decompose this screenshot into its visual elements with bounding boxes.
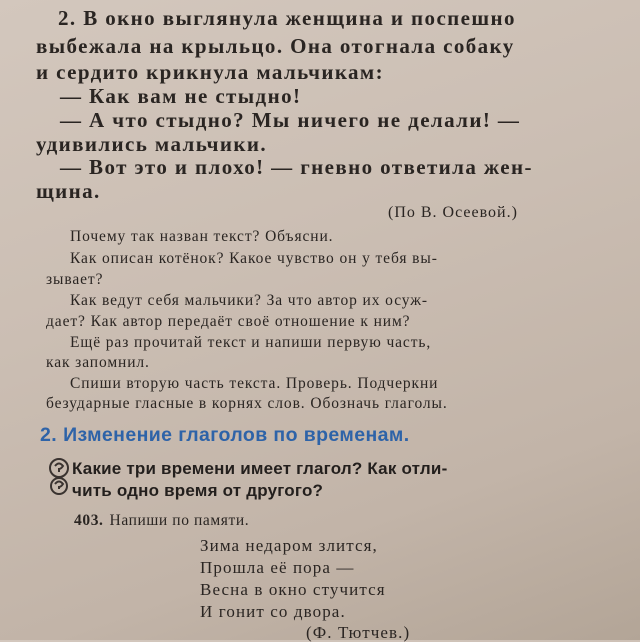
section-number: 2.	[40, 424, 58, 446]
story-line: выбежала на крыльцо. Она отогнала собаку	[36, 34, 515, 58]
section-title: Изменение глаголов по временам.	[63, 424, 410, 446]
question-line: Как описан котёнок? Какое чувство он у тебя вы-	[70, 250, 438, 267]
story-line: удивились мальчики.	[36, 132, 268, 156]
question-line: зывает?	[46, 271, 104, 288]
poem-line: Зима недаром злится,	[200, 536, 378, 555]
exercise-instruction: Напиши по памяти.	[109, 512, 250, 529]
question-line: Спиши вторую часть текста. Проверь. Подчеркни	[70, 375, 439, 392]
key-question-line: чить одно время от другого?	[72, 481, 324, 500]
poem-line: Прошла её пора —	[200, 558, 355, 577]
story-line: — Вот это и плохо! — гневно ответила жен-	[60, 155, 533, 179]
story-line: — Как вам не стыдно!	[60, 84, 302, 108]
question-line: дает? Как автор передаёт своё отношение к ним?	[46, 313, 411, 330]
question-line: Ещё раз прочитай текст и напиши первую часть,	[70, 334, 432, 351]
story-line: и сердито крикнула мальчикам:	[36, 60, 385, 84]
question-badge-icon	[48, 457, 70, 497]
exercise-number: 403.	[74, 512, 104, 529]
question-line: безударные гласные в корнях слов. Обозначь глаголы.	[46, 395, 448, 412]
poem-author: (Ф. Тютчев.)	[306, 623, 411, 642]
exercise	[74, 513, 249, 529]
poem-line: И гонит со двора.	[200, 602, 346, 621]
question-line: Почему так назван текст? Объясни.	[70, 228, 334, 245]
story-line: щина.	[36, 179, 101, 203]
section-heading	[40, 426, 410, 446]
story-line: — А что стыдно? Мы ничего не делали! —	[60, 108, 521, 132]
question-line: как запомнил.	[46, 354, 150, 371]
story-source: (По В. Осеевой.)	[388, 204, 518, 221]
question-line: Как ведут себя мальчики? За что автор их осуж-	[70, 292, 428, 309]
key-question-line: Какие три времени имеет глагол? Как отли-	[72, 459, 448, 478]
poem-line: Весна в окно стучится	[200, 580, 386, 599]
story-line: 2. В окно выглянула женщина и поспешно	[58, 6, 516, 30]
